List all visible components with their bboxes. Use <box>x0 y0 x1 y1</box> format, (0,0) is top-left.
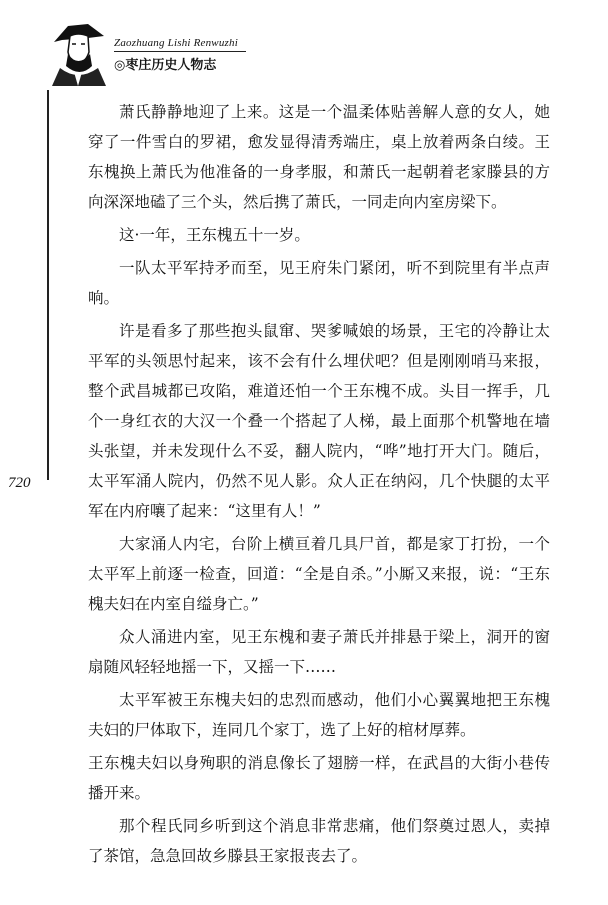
margin-rule <box>47 90 49 480</box>
header-divider <box>114 51 246 52</box>
series-title: ◎枣庄历史人物志 <box>114 58 217 73</box>
page-header <box>0 0 608 90</box>
paragraph: 大家涌人内宅，台阶上横亘着几具尸首，都是家丁打扮，一个太平军上前逐一检查，回道：“全是自杀。”小厮又来报，说：“王东槐夫妇在内室自缢身亡。” <box>88 535 550 613</box>
portrait-emblem-icon <box>48 22 110 86</box>
body-text <box>88 97 550 874</box>
paragraph: 许是看多了那些抱头鼠窜、哭爹喊娘的场景，王宅的冷静让太平军的头领思忖起来，该不会有什么埋伏吧？但是刚刚哨马来报，整个武昌城都已攻陷，难道还怕一个王东槐不成。头目一挥手，几个一身红衣的大汉一个叠一个搭起了人梯，最上面那个机警地在墙头张望，并未发现什么不妥，翻人院内，“哗”地打开大门。随后，太平军涌人院内，仍然不见人影。众人正在纳闷，几个快腿的太平军在内府嚷了起来：“这里有人！” <box>88 322 550 520</box>
series-latin-title: Zaozhuang Lishi Renwuzhi <box>114 37 238 49</box>
paragraph: 太平军被王东槐夫妇的忠烈而感动，他们小心翼翼地把王东槐夫妇的尸体取下，连同几个家丁，选了上好的棺材厚葬。 <box>88 691 550 739</box>
paragraph: 众人涌进内室，见王东槐和妻子萧氏并排悬于梁上，洞开的窗扇随风轻轻地摇一下，又摇一下…… <box>88 628 550 676</box>
paragraph: 这·一年，王东槐五十一岁。 <box>119 226 310 244</box>
paragraph: 一队太平军持矛而至，见王府朱门紧闭，听不到院里有半点声响。 <box>88 259 550 307</box>
paragraph: 王东槐夫妇以身殉职的消息像长了翅膀一样，在武昌的大街小巷传播开来。 <box>88 754 550 802</box>
page-number: 720 <box>8 475 31 491</box>
paragraph: 那个程氏同乡听到这个消息非常悲痛，他们祭奠过恩人，卖掉了茶馆，急急回故乡滕县王家报丧去了。 <box>88 817 550 865</box>
paragraph: 萧氏静静地迎了上来。这是一个温柔体贴善解人意的女人，她穿了一件雪白的罗裙，愈发显得清秀端庄，桌上放着两条白绫。王东槐换上萧氏为他准备的一身孝服，和萧氏一起朝着老家滕县的方向深深地磕了三个头，然后携了萧氏，一同走向内室房梁下。 <box>88 103 550 211</box>
